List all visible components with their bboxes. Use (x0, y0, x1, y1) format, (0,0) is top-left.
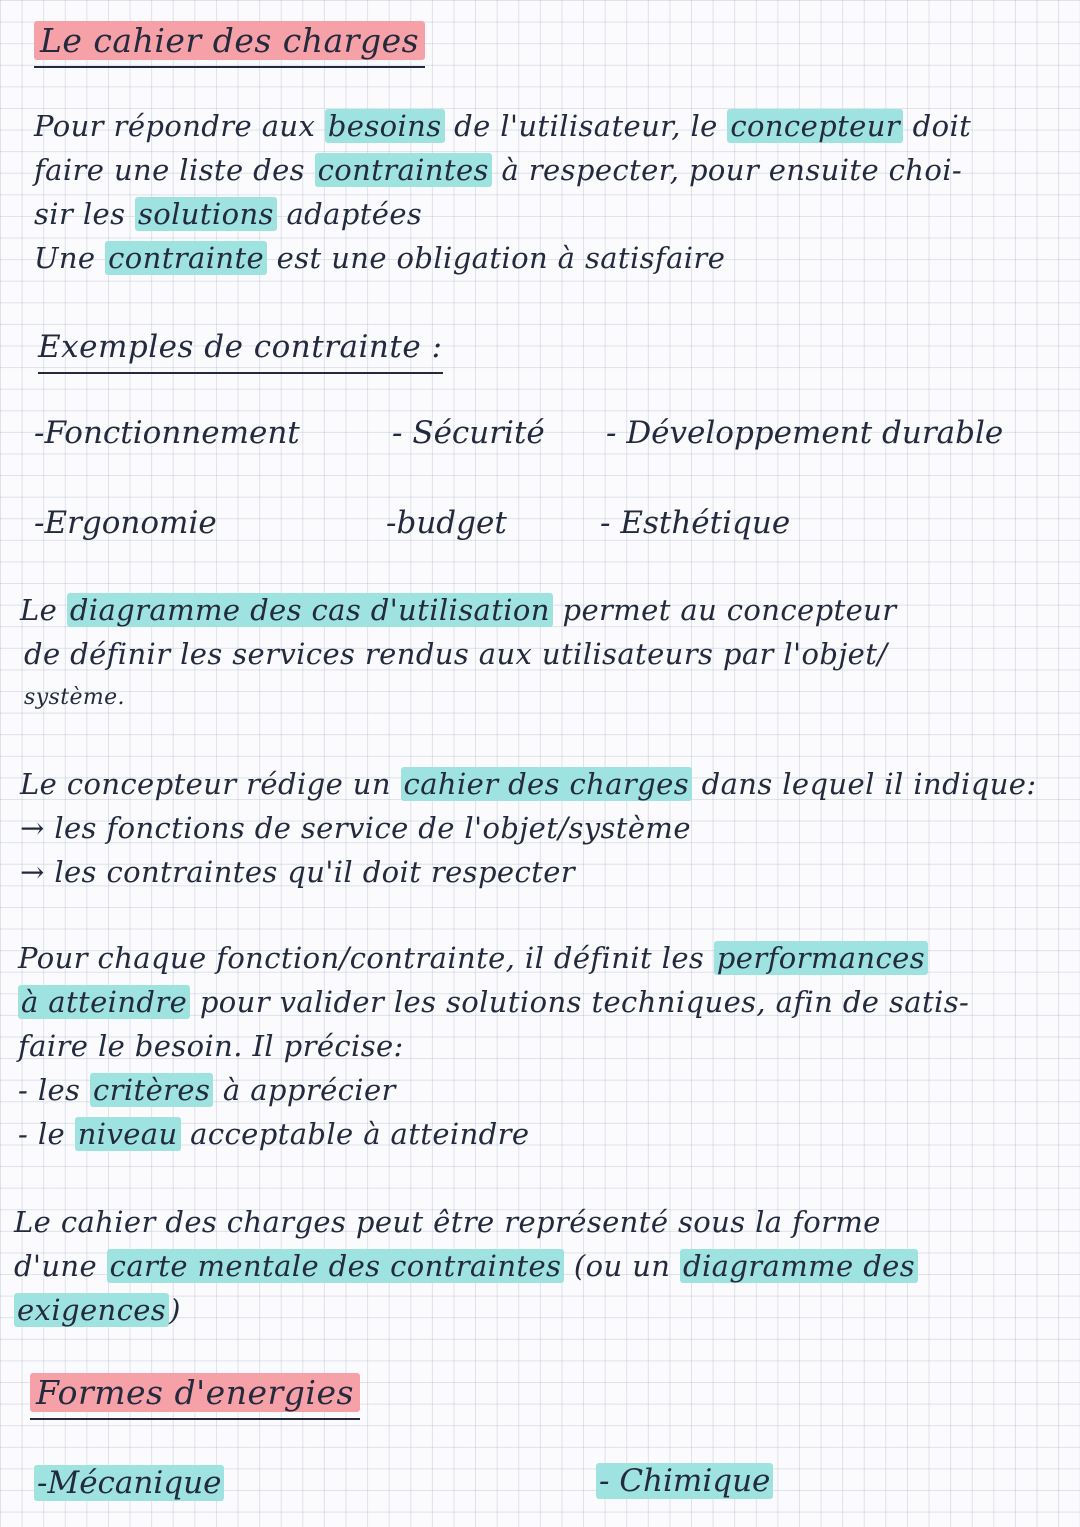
highlight-contraintes: contraintes (315, 153, 492, 187)
highlight-criteres: critères (90, 1073, 213, 1107)
highlight-concepteur: concepteur (727, 109, 903, 143)
highlight-exigences: exigences (14, 1293, 169, 1327)
paragraph-4-line-5: - le niveau acceptable à atteindre (18, 1117, 530, 1151)
highlight-carte-mentale: carte mentale des contraintes (107, 1249, 565, 1283)
paragraph-1-line-2: faire une liste des contraintes à respecter, pour ensuite choi- (34, 153, 963, 187)
paragraph-5-line-3: exigences ) (14, 1288, 181, 1332)
page-title (34, 16, 425, 68)
paragraph-2-line-1: Le diagramme des cas d'utilisation permet au concepteur (20, 593, 897, 627)
example-esthetique: - Esthétique (600, 505, 791, 541)
paragraph-3-line-1: Le concepteur rédige un cahier des charges dans lequel il indique: (20, 767, 1037, 801)
energy-mecanique: -Mécanique (34, 1460, 224, 1506)
paragraph-2-line-3: système. (24, 685, 125, 710)
paragraph-4-line-3: faire le besoin. Il précise: (18, 1029, 404, 1063)
paragraph-4-line-4: - les critères à apprécier (18, 1073, 396, 1107)
paragraph-2-line-2: de définir les services rendus aux utilisateurs par l'objet/ (24, 637, 888, 671)
paragraph-5-line-2: d'une carte mentale des contraintes (ou un diagramme des (14, 1244, 918, 1288)
energy-chimique: - Chimique (596, 1458, 773, 1504)
title-highlight: Le cahier des charges (34, 21, 425, 60)
paragraph-1-line-4: Une contrainte est une obligation à satisfaire (34, 241, 726, 275)
example-securite: - Sécurité (392, 415, 545, 451)
example-ergonomie: -Ergonomie (34, 505, 217, 541)
highlight-a-atteindre: à atteindre (18, 985, 190, 1019)
highlight-contrainte: contrainte (105, 241, 267, 275)
highlight-performances: performances (714, 941, 928, 975)
paragraph-4-line-2: à atteindre pour valider les solutions techniques, afin de satis- (18, 980, 969, 1024)
highlight-diagramme-cas-utilisation: diagramme des cas d'utilisation (67, 593, 553, 627)
highlight-diagramme-des: diagramme des (680, 1249, 918, 1283)
paragraph-3-line-2: → les fonctions de service de l'objet/système (20, 811, 691, 845)
example-fonctionnement: -Fonctionnement (34, 415, 300, 451)
section-2-title-highlight: Formes d'energies (30, 1373, 360, 1412)
paragraph-3-line-3: → les contraintes qu'il doit respecter (20, 855, 576, 889)
highlight-besoins: besoins (325, 109, 445, 143)
section-2-title (30, 1368, 360, 1420)
highlight-niveau: niveau (75, 1117, 181, 1151)
paragraph-5-line-1: Le cahier des charges peut être représenté sous la forme (14, 1205, 881, 1239)
paragraph-4-line-1: Pour chaque fonction/contrainte, il définit les performances (18, 936, 928, 980)
paragraph-1-line-3: sir les solutions adaptées (34, 197, 423, 231)
highlight-solutions: solutions (135, 197, 277, 231)
example-developpement-durable: - Développement durable (606, 415, 1004, 451)
highlight-cahier-des-charges: cahier des charges (401, 767, 692, 801)
examples-heading: Exemples de contrainte : (38, 322, 443, 374)
paragraph-1-line-1: Pour répondre aux besoins de l'utilisateur, le concepteur doit (34, 109, 972, 143)
example-budget: -budget (386, 505, 507, 541)
